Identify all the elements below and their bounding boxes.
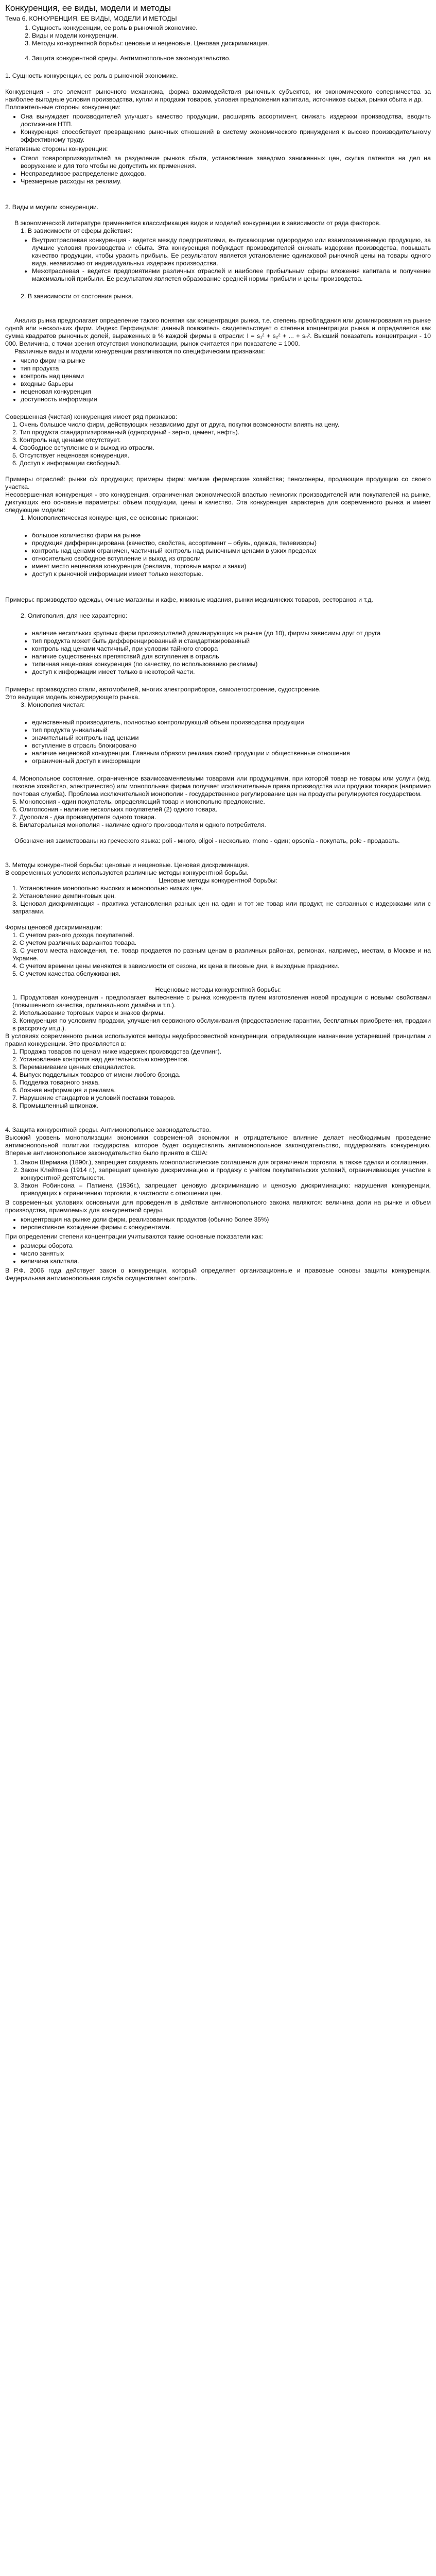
paragraph: Примеры отраслей: рынки с/х продукции; примеры фирм: мелкие фермерские хозяйства; пенсионеры, продающие продукцию со своего участка. [5, 476, 431, 490]
list-item: • неценовая конкуренция [21, 388, 431, 396]
list-item: • вступление в отрасль блокировано [32, 742, 431, 750]
bullet-list [5, 155, 431, 185]
toc-item: 4. Защита конкурентной среды. Антимонопольное законодательство. [32, 55, 431, 62]
bullet-list [5, 532, 431, 578]
list-item: • величина капитала. [21, 1258, 431, 1265]
list-title: Неценовые методы конкурентной борьбы: [155, 986, 281, 993]
list-item: 3. Контроль над ценами отсутствует. [12, 436, 121, 444]
paragraph: В современных условиях используются различные методы конкурентной борьбы. [5, 869, 249, 876]
bullet-list [5, 1216, 431, 1231]
list-item: • Конкуренция способствует превращению рыночных отношений в систему экономического принуждения к высоко производительному эффективному труду. [21, 128, 431, 144]
subheading: 3. Монополия чистая: [21, 701, 85, 708]
subheading: 2. В зависимости от состояния рынка. [21, 293, 134, 300]
list-item: 5. Отсутствует неценовая конкуренция. [12, 452, 130, 459]
numbered-block [5, 885, 431, 916]
list-item: • наличие нескольких крупных фирм производителей доминирующих на рынке (до 10), фирмы зависимы друг от друга [32, 630, 431, 637]
numbered-block [5, 421, 431, 467]
numbered-block [5, 775, 431, 829]
list-item: 3. Ценовая дискриминация - практика установления разных цен на один и тот же товар или продукт, не связанных с издержками или с затратами. [12, 900, 431, 915]
list-title: Положительные стороны конкуренции: [5, 104, 121, 111]
list-item: • Несправедливое распределение доходов. [21, 170, 431, 178]
paragraph: В экономической литературе применяется классификация видов и моделей конкуренции в зависимости от ряда факторов. [14, 219, 381, 227]
section-heading: 3. Методы конкурентной борьбы: ценовые и неценовые. Ценовая дискриминация. [5, 861, 250, 869]
list-item: • контроль над ценами ограничен, частичный контроль над рыночными ценами в узких пределах [32, 547, 431, 555]
list-item: • типичная неценовая конкуренция (по качеству, по использованию рекламы) [32, 660, 431, 668]
list-item: • относительно свободное вступление и выход из отрасли [32, 555, 431, 563]
list-item: 4. Выпуск поддельных товаров от имени любого брэнда. [12, 1071, 181, 1078]
list-item: • число фирм на рынке [21, 357, 431, 365]
list-item: • доступ к рыночной информации имеет только некоторые. [32, 570, 431, 578]
list-item: • контроль над ценами частичный, при условии тайного сговора [32, 645, 431, 653]
list-item: 2. Установление контроля над деятельностью конкурентов. [12, 1056, 189, 1063]
paragraph: Несовершенная конкуренция - это конкуренция, ограниченная экономической властью немногих производителей или покупателей на рынке, диктующих его основные параметры: объем продукции, цены и качество. Эта конкуренция характерна для современного рынка и имеет следующие модели: [5, 491, 431, 514]
paragraph: Обозначения заимствованы из греческого языка: poli - много, oligoi - несколько, mono - один; opsonia - покупать, pole - продавать. [14, 837, 400, 844]
list-item: 1. Очень большое число фирм, действующих независимо друг от друга, покупки возможности влиять на цену. [12, 421, 340, 428]
bullet-list [5, 719, 431, 765]
list-item: 1. С учетом разного дохода покупателей. [12, 931, 134, 939]
paragraph: Анализ рынка предполагает определение такого понятия как концентрация рынка, т.е. степень преобладания или доминирования на рынке одной или нескольких фирм. Индекс Герфиндаля: данный показатель свидетельствует о степени концентрации рынка и определяется как сумма квадратов рыночных долей, выраженных в % каждой фирмы в отрасли: I = s₁² + s₂² + ... + sₙ². Высший показатель концентрации - 10 000. Величина, с точки зрения отсутствия монополизации, рынок считается при показателе = 1000. [5, 317, 431, 347]
bullet-list [5, 1242, 431, 1265]
list-item: 2. Тип продукта стандартизированный (однородный - зерно, цемент, нефть). [12, 429, 240, 436]
list-item: 7. Дуополия - два производителя одного товара. [12, 814, 156, 821]
list-item: • тип продукта [21, 365, 431, 372]
list-item: 4. Монопольное состояние, ограниченное взаимозаменяемыми товарами или продукциями, при которой товар не товары или услуги (ж/д, газовое хозяйство, электричество) или монопольная фирма получает исключительные права производства или продажи товаров (например почтовая служба). Проблема исключительной монополии - государственное регулирование цен на продукты регулируются государством. [12, 775, 431, 798]
bullet-list [5, 236, 431, 283]
list-item: 2. С учетом различных вариантов товара. [12, 939, 137, 946]
list-item: • контроль над ценами [21, 372, 431, 380]
list-title: Ценовые методы конкурентной борьбы: [159, 877, 277, 884]
list-item: 6. Ложная информация и реклама. [12, 1087, 116, 1094]
list-item: • наличие неценовой конкуренции. Главным образом реклама своей продукции и общественные отношения [32, 750, 431, 757]
section-heading: 1. Сущность конкуренции, ее роль в рыночной экономике. [5, 72, 178, 79]
list-item: 1. Закон Шермана (1890г.), запрещает создавать монополистические соглашения для ограничения торговли, а также сделки и соглашения. [21, 1159, 431, 1166]
list-item: 8. Промышленный шпионаж. [12, 1102, 98, 1109]
list-item: • значительный контроль над ценами [32, 734, 431, 742]
list-item: 7. Нарушение стандартов и условий поставки товаров. [12, 1094, 176, 1101]
list-title: Формы ценовой дискриминации: [5, 924, 102, 931]
bullet-list [5, 357, 431, 403]
list-item: 4. Свободное вступление в и выход из отрасли. [12, 444, 154, 451]
numbered-block [5, 994, 431, 1032]
page-title: Конкуренция, ее виды, модели и методы [5, 3, 171, 13]
list-item: 2. Использование торговых марок и знаков фирмы. [12, 1009, 165, 1016]
list-item: • ограниченный доступ к информации [32, 757, 431, 765]
list-item: 1. Продажа товаров по ценам ниже издержек производства (демпинг). [12, 1048, 222, 1055]
paragraph: Это ведущая модель конкурирующего рынка. [5, 693, 140, 701]
toc-item: 3. Методы конкурентной борьбы: ценовые и неценовые. Ценовая дискриминация. [32, 40, 431, 47]
list-item: • продукция дифференцирована (качество, свойства, ассортимент – обувь, одежда, телевизоры) [32, 539, 431, 547]
list-item: • Она вынуждает производителей улучшать качество продукции, расширять ассортимент, снижать издержки производства, вводить достижения НТП. [21, 113, 431, 128]
list-item: • тип продукта уникальный [32, 726, 431, 734]
list-item: 8. Билатеральная монополия - наличие одного производителя и одного потребителя. [12, 821, 266, 828]
list-item: • размеры оборота [21, 1242, 431, 1250]
paragraph: При определении степени концентрации учитываются такие основные показатели как: [5, 1233, 263, 1240]
subheading: 2. Олигополия, для нее характерно: [21, 612, 128, 619]
paragraph: Высокий уровень монополизации экономики современной экономики и отрицательное влияние делает необходимым проведение антимонопольной политики государства, которое будет осуществлять антимонопольное законодательство, поддерживать конкуренцию. Впервые антимонопольное законодательство было принято в США: [5, 1134, 431, 1157]
list-item: • доступ к информации имеет только в некоторой части. [32, 668, 431, 676]
subheading: 1. В зависимости от сферы действия: [21, 227, 133, 234]
paragraph: Конкуренция - это элемент рыночного механизма, форма взаимодействия рыночных субъектов, их экономического соперничества за наиболее выгодные условия производства, купли и продажи товаров, условия предложения капитала, источников сырья, рынки сбыта и др. [5, 88, 431, 103]
numbered-block [5, 931, 431, 978]
topic-line: Тема 6. КОНКУРЕНЦИЯ, ЕЕ ВИДЫ, МОДЕЛИ И МЕТОДЫ [5, 15, 177, 22]
list-title: Совершенная (чистая) конкуренция имеет ряд признаков: [5, 413, 178, 420]
list-item: 5. Монопсония - один покупатель, определяющий товар и монопольно предложение. [12, 798, 265, 805]
list-item: 1. Продуктовая конкуренция - предполагает вытеснение с рынка конкурента путем изготовления новой продукции с новыми свойствами (повышенного качества, оригинального дизайна и т.п.). [12, 994, 431, 1009]
paragraph: В современных условиях основными для проведения в действие антимонопольного закона являются: величина доли на рынке и объем производства, приемлемых для конкурентной среды. [5, 1199, 431, 1214]
list-item: 2. Закон Клейтона (1914 г.), запрещает ценовую дискриминацию и продажу с учётом покупательских условий, ограничивающих участие в конкурентной деятельности. [21, 1166, 431, 1182]
list-item: 3. Закон Робинсона – Патмена (1936г.), запрещает ценовую дискриминацию и ценовую дискриминацию: нарушения конкуренции, приводящих к ограничению торговли, в частности с отношении цен. [21, 1182, 431, 1197]
list-item: • число занятых [21, 1250, 431, 1258]
list-item: • большое количество фирм на рынке [32, 532, 431, 539]
list-item: • наличие существенных препятствий для вступления в отрасль [32, 653, 431, 660]
numbered-list [5, 1159, 431, 1197]
toc-item: 2. Виды и модели конкуренции. [32, 32, 431, 40]
list-item: • перспективное вхождение фирмы с конкурентами. [21, 1224, 431, 1231]
paragraph: В Р.Ф. 2006 года действует закон о конкуренции, который определяет организационные и правовые основы защиты конкуренции. Федеральная антимонопольная служба осуществляет контроль. [5, 1267, 431, 1282]
list-item: 5. С учетом качества обслуживания. [12, 970, 121, 977]
bullet-list [5, 113, 431, 144]
section-heading: 4. Защита конкурентной среды. Антимонопольное законодательство. [5, 1126, 211, 1133]
paragraph: Примеры: производство стали, автомобилей, многих электроприборов, самолетостроение, судостроение. [5, 686, 321, 693]
list-item: 4. С учетом времени цены меняются в зависимости от сезона, их цена в пиковые дни, в выходные праздники. [12, 962, 340, 970]
list-item: 3. Переманивание ценных специалистов. [12, 1063, 136, 1071]
list-item: • единственный производитель, полностью контролирующий объем производства продукции [32, 719, 431, 726]
paragraph: В условиях современного рынка используются методы недобросовестной конкуренции, определяющие назначение устаревшей принципам и правил конкуренции. Это проявляется в: [5, 1032, 431, 1047]
list-item: 6. Олигопсония - наличие нескольких покупателей (2) одного товара. [12, 806, 218, 813]
subheading: 1. Монополистическая конкуренция, ее основные признаки: [21, 514, 198, 521]
list-item: • входные барьеры [21, 380, 431, 388]
list-item: 5. Подделка товарного знака. [12, 1079, 100, 1086]
list-item: 6. Доступ к информации свободный. [12, 460, 121, 467]
bullet-list [5, 630, 431, 676]
list-item: • доступность информации [21, 396, 431, 403]
list-title: Негативные стороны конкуренции: [5, 145, 108, 152]
list-item: • имеет место неценовая конкуренция (реклама, торговые марки и знаки) [32, 563, 431, 570]
section-heading: 2. Виды и модели конкуренции. [5, 204, 99, 211]
numbered-block [5, 1048, 431, 1110]
list-item: • тип продукта может быть дифференцированный и стандартизированный [32, 637, 431, 645]
list-item: 3. Конкуренция по условиям продажи, улучшения сервисного обслуживания (предоставление гарантии, бесплатных приобретения, продажи в рассрочку ит.д.). [12, 1017, 431, 1032]
list-item: 2. Установление демпинговых цен. [12, 892, 116, 900]
list-item: • Чрезмерные расходы на рекламу. [21, 178, 431, 185]
paragraph: Примеры: производство одежды, очные магазины и кафе, книжные издания, рынки медицинских товаров, ресторанов и т.д. [5, 596, 373, 603]
list-item: • Межотраслевая - ведется предприятиями различных отраслей и наиболее прибыльным сферы вложения капитала и получение максимальной прибыли. Ее результатом является образование средней нормы прибыли и цены производства. [32, 267, 431, 283]
list-item: 3. С учетом места нахождения, т.е. товар продается по разным ценам в различных районах, регионах, например, местам, в Москве и на Украине. [12, 947, 431, 962]
list-item: • концентрация на рынке доли фирм, реализованных продуктов (обычно более 35%) [21, 1216, 431, 1224]
paragraph: Различные виды и модели конкуренции различаются по специфическим признакам: [14, 348, 265, 355]
list-item: • Внутриотраслевая конкуренция - ведется между предприятиями, выпускающими однородную или взаимозаменяемую продукцию, за лучшие условия производства и сбыта. Эта конкуренция побуждает производителей снижать издержки производства, повышать качество продукции, чтобы урасить прибыль. Ее результатом является установление одинаковой рыночной цены на товары одного вида, независимо от индивидуальных издержек производства. [32, 236, 431, 267]
toc-list [5, 24, 431, 62]
list-item: • Ствол товаропроизводителей за разделение рынков сбыта, установление заведомо заниженных цен, скупка патентов на дел на вооружение и для того чтобы не допустить их применения. [21, 155, 431, 170]
list-item: 1. Установление монопольно высоких и монопольно низких цен. [12, 885, 203, 892]
toc-item: 1. Сущность конкуренции, ее роль в рыночной экономике. [32, 24, 431, 32]
